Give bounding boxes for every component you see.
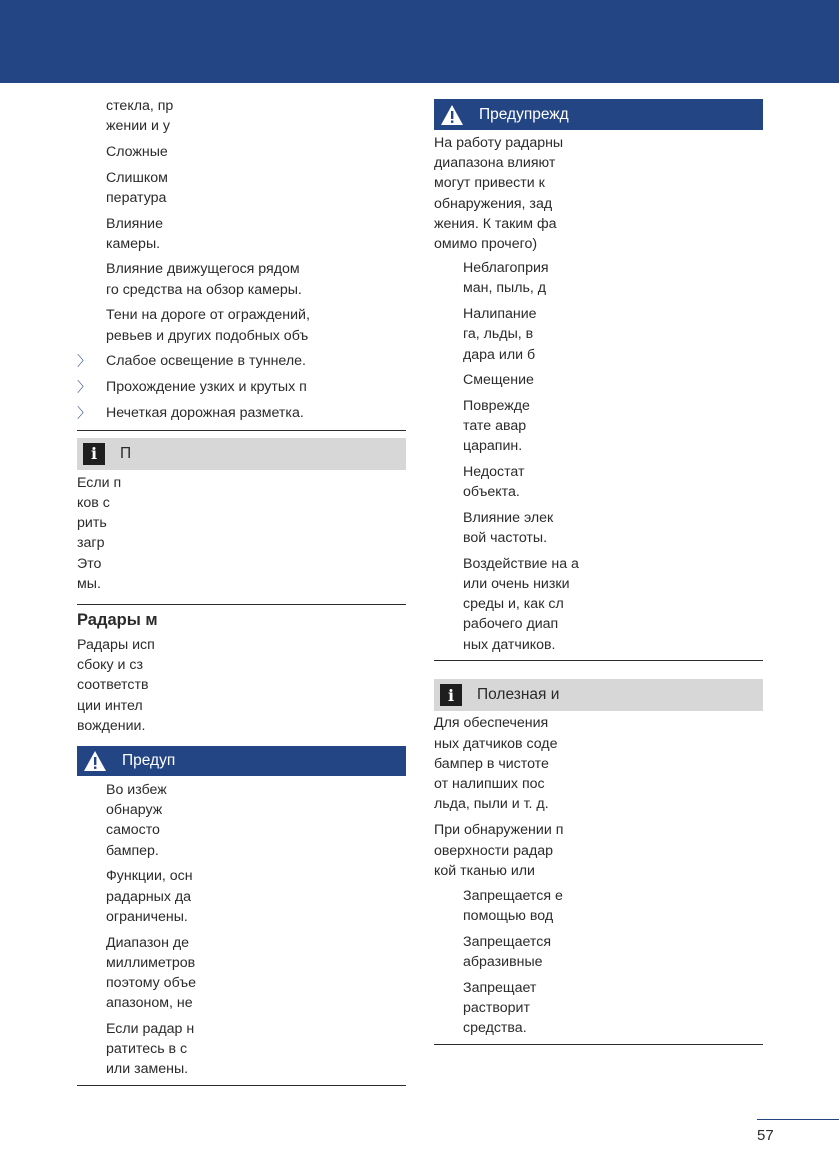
text-line: Поврежде — [463, 397, 530, 414]
paragraph — [77, 214, 406, 254]
text-line: ман, пыль, д — [463, 280, 547, 297]
text-line: Во избеж — [106, 782, 167, 799]
text-line: Функции, осн — [106, 868, 193, 885]
text-line: помощью вод — [463, 908, 554, 925]
paragraph — [434, 508, 763, 548]
text-line: могут привести к — [434, 175, 545, 192]
text-line: Влияние элек — [463, 509, 554, 526]
paragraph — [434, 978, 763, 1039]
text-line: омимо прочего) — [434, 236, 538, 253]
info-icon: i — [440, 684, 462, 706]
text-line: стекла, пр — [106, 98, 174, 114]
text-line: оверхности радар — [434, 842, 554, 859]
text-line: ных датчиков соде — [434, 735, 558, 752]
paragraph — [77, 96, 406, 136]
text-line: вой частоты. — [463, 530, 548, 547]
divider — [77, 1085, 406, 1086]
text-line: рабочего диап — [463, 616, 559, 633]
bullet-item — [77, 403, 406, 423]
text-line: Запрещается — [463, 933, 552, 950]
text-line: ревьев и других подобных объ — [106, 327, 309, 344]
text-line: ков с — [77, 495, 110, 512]
paragraph — [77, 780, 406, 861]
divider — [434, 1044, 763, 1045]
text-line: го средства на обзор камеры. — [106, 281, 302, 298]
text-line: Если п — [77, 474, 122, 491]
text-line: Слишком — [106, 169, 168, 186]
chevron-right-icon: 〉 — [77, 404, 91, 421]
text-line: камеры. — [106, 235, 161, 252]
text-line: или замены. — [106, 1061, 189, 1078]
text-line: диапазона влияют — [434, 155, 556, 172]
left-column — [77, 96, 406, 1086]
bullet-item — [77, 377, 406, 397]
paragraph — [434, 304, 763, 365]
text-line: жения. К таким фа — [434, 215, 557, 232]
bullet-text: Нечеткая дорожная разметка. — [106, 404, 304, 421]
text-line: ных датчиков. — [463, 636, 556, 653]
text-line: Влияние — [106, 215, 163, 232]
text-line: ратитесь в с — [106, 1041, 188, 1058]
bullet-list — [77, 351, 406, 423]
text-line: царапин. — [463, 438, 523, 455]
text-line: жении и у — [106, 118, 170, 135]
text-line: Воздействие на а — [463, 555, 579, 572]
header-band — [0, 0, 839, 83]
text-line: поэтому объе — [106, 974, 196, 991]
bullet-text: Прохождение узких и крутых п — [106, 378, 307, 395]
paragraph — [77, 259, 406, 299]
paragraph — [434, 886, 763, 926]
text-line: апазоном, не — [106, 995, 193, 1012]
text-line: рить — [77, 515, 107, 532]
text-line: самосто — [106, 822, 160, 839]
text-line: тате авар — [463, 418, 527, 435]
info-box-body — [77, 473, 406, 594]
paragraph — [434, 932, 763, 972]
info-box — [434, 679, 763, 1038]
text-line: ции интел — [77, 697, 143, 714]
text-line: Неблагоприя — [463, 260, 549, 277]
text-line: объекта. — [463, 484, 520, 501]
text-line: При обнаружении п — [434, 822, 564, 839]
text-line: миллиметров — [106, 954, 196, 971]
paragraph — [434, 396, 763, 457]
text-line: дара или б — [463, 346, 536, 363]
info-box-header — [77, 438, 406, 470]
warning-icon — [83, 750, 107, 772]
warning-box — [77, 746, 406, 1079]
bullet-text: Слабое освещение в туннеле. — [106, 353, 306, 370]
text-line: га, льды, в — [463, 326, 534, 343]
chevron-right-icon: 〉 — [77, 378, 91, 395]
text-line: Сложные — [106, 143, 168, 160]
warning-box-title: Предупрежд — [479, 105, 569, 123]
info-box-items — [434, 886, 763, 1038]
text-line: от налипших пос — [434, 775, 545, 792]
text-line: Недостат — [463, 464, 525, 481]
warning-box-header — [77, 746, 406, 776]
text-line: бампер. — [106, 842, 159, 859]
text-line: Для обеспечения — [434, 715, 549, 732]
warning-box-text — [434, 133, 763, 254]
text-line: или очень низки — [463, 576, 570, 593]
text-line: растворит — [463, 1000, 530, 1017]
text-line: Смещение — [463, 372, 534, 389]
chevron-right-icon: 〉 — [77, 353, 91, 370]
section-body — [77, 635, 406, 736]
text-line: Тени на дороге от ограждений, — [106, 307, 310, 324]
paragraph — [77, 305, 406, 345]
info-icon: i — [83, 443, 105, 465]
warning-box-title: Предуп — [122, 752, 176, 770]
text-line: пература — [106, 189, 167, 206]
text-line: обнаружения, зад — [434, 195, 553, 212]
info-box-text — [434, 713, 763, 814]
paragraph — [77, 933, 406, 1014]
intro-paragraphs — [77, 96, 406, 346]
page-number-rule — [757, 1119, 839, 1120]
text-line: радарных да — [106, 888, 192, 905]
info-box-title: Полезная и — [477, 686, 560, 704]
text-line: средства. — [463, 1020, 527, 1037]
info-box-title: П — [120, 444, 132, 462]
warning-box-body — [77, 780, 406, 1079]
paragraph — [434, 554, 763, 655]
right-column — [434, 99, 763, 1045]
paragraph — [77, 866, 406, 927]
paragraph — [434, 258, 763, 298]
text-line: Влияние движущегося рядом — [106, 261, 300, 278]
divider — [77, 430, 406, 431]
text-line: Запрещается е — [463, 888, 563, 904]
divider — [77, 604, 406, 605]
text-line: абразивные — [463, 954, 543, 971]
text-line: сбоку и сз — [77, 657, 143, 674]
text-line: Радары исп — [77, 637, 155, 654]
page-number: 57 — [757, 1127, 774, 1144]
paragraph — [434, 370, 763, 390]
info-box — [77, 438, 406, 594]
warning-box-items — [434, 258, 763, 655]
paragraph — [77, 1019, 406, 1080]
text-line: Диапазон де — [106, 934, 190, 951]
text-line: мы. — [77, 575, 101, 592]
text-line: На работу радарны — [434, 135, 564, 151]
warning-box-header — [434, 99, 763, 130]
section-title: Радары м — [77, 611, 158, 630]
text-line: обнаруж — [106, 802, 163, 819]
text-line: бампер в чистоте — [434, 755, 549, 772]
text-line: Запрещает — [463, 979, 537, 996]
text-line: загр — [77, 535, 105, 552]
warning-box — [434, 99, 763, 655]
paragraph — [434, 462, 763, 502]
text-line: ограничены. — [106, 908, 188, 925]
bullet-item — [77, 351, 406, 371]
info-box-header — [434, 679, 763, 711]
paragraph — [77, 142, 406, 162]
text-line: льда, пыли и т. д. — [434, 796, 549, 813]
text-line: соответств — [77, 677, 149, 694]
text-line: среды и, как сл — [463, 596, 564, 613]
text-line: кой тканью или — [434, 862, 535, 879]
divider — [434, 660, 763, 661]
paragraph — [77, 168, 406, 208]
warning-icon — [440, 104, 464, 126]
text-line: Если радар н — [106, 1020, 195, 1037]
info-box-text-2 — [434, 820, 763, 881]
text-line: вождении. — [77, 717, 146, 734]
text-line: Это — [77, 555, 102, 572]
text-line: Налипание — [463, 306, 537, 323]
